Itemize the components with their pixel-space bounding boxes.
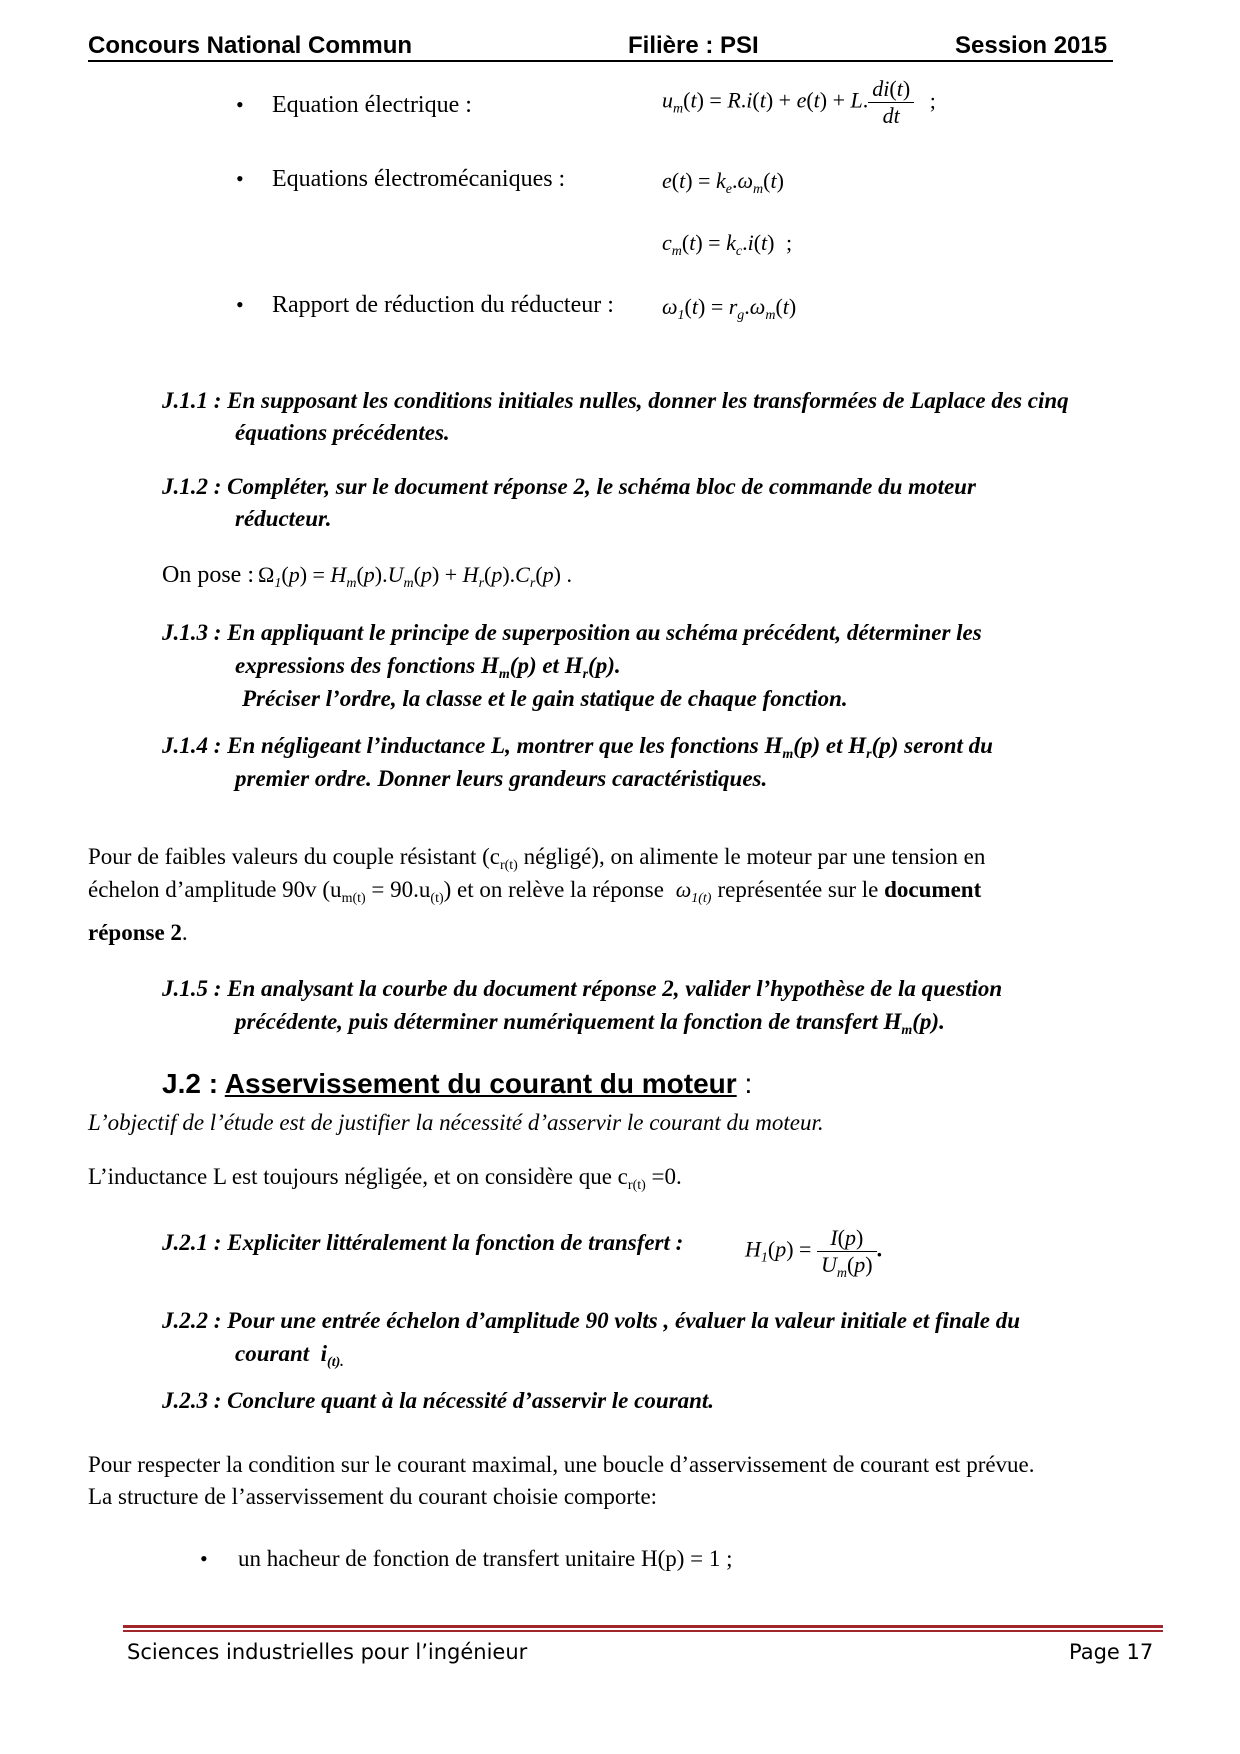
inductance-line (88, 1164, 682, 1193)
subscript-mt: m(t) (341, 891, 366, 906)
section-suffix: : (736, 1068, 753, 1099)
subscript-it: (t). (327, 1355, 344, 1370)
question-j12-line2: réducteur. (235, 506, 332, 531)
question-j13-line2 (235, 653, 621, 682)
subscript-rt: r(t) (627, 1178, 646, 1193)
question-j15-line2 (235, 1009, 945, 1038)
footer-rule-bottom (123, 1630, 1163, 1632)
header-session: Session 2015 (955, 32, 1108, 59)
paragraph-step-line3 (88, 920, 188, 946)
question-j22-text: courant (235, 1341, 310, 1366)
para1-text-b: négligé), on alimente le moteur par une tension en (517, 844, 986, 869)
question-j12-line1: J.1.2 : Compléter, sur le document réponse 2, le schéma bloc de commande du moteur (162, 474, 976, 499)
question-j14-text-c: (p) seront du (871, 733, 993, 758)
objective-line: L’objectif de l’étude est de justifier la nécessité d’asservir le courant du moteur. (88, 1110, 824, 1135)
electrical-equation-label: Equation électrique : (272, 92, 472, 118)
subscript-m: m (782, 747, 794, 762)
paragraph-step-line2 (88, 877, 982, 906)
para1-text-c: échelon d’amplitude 90v (u (88, 877, 342, 902)
question-j22-line2: courant $i_{(t).}$ (235, 1341, 344, 1370)
inductance-text-a: L’inductance L est toujours négligée, et on considère que c (88, 1164, 628, 1189)
question-j14-text-a: J.1.4 : En négligeant l’inductance L, montrer que les fonctions H (162, 733, 783, 758)
question-j11-line2: équations précédentes. (235, 420, 450, 445)
question-j11-line1: J.1.1 : En supposant les conditions initiales nulles, donner les transformées de Laplace des cinq (162, 388, 1069, 413)
semicolon: ; (929, 87, 936, 113)
bullet-icon: • (236, 166, 244, 191)
section-prefix: J.2 : (162, 1068, 225, 1099)
subscript-m: m (498, 667, 510, 682)
para1-text-bold: document (884, 877, 982, 902)
header-rule (88, 60, 1113, 62)
question-j21: J.2.1 : Expliciter littéralement la fonction de transfert : (162, 1230, 684, 1255)
section-heading-j2 (162, 1068, 752, 1100)
torque-equation: $c_m(t) = k_c.i(t)$ ; (662, 230, 793, 259)
header-track: Filière : PSI (628, 32, 759, 59)
reduction-ratio-equation: $\omega_1(t) = r_g.\omega_m(t)$ (662, 294, 797, 323)
para1-text-a: Pour de faibles valeurs du couple résistant (c (88, 844, 500, 869)
paragraph-step-line1 (88, 844, 986, 873)
paragraph-current-line1: Pour respecter la condition sur le courant maximal, une boucle d’asservissement de courant est prévue. (88, 1452, 1035, 1477)
question-j14-line2: premier ordre. Donner leurs grandeurs caractéristiques. (235, 766, 768, 791)
on-pose-line (162, 562, 572, 589)
bullet-icon: • (236, 292, 244, 317)
list-item-hacheur: un hacheur de fonction de transfert unitaire H(p) = 1 ; (238, 1546, 733, 1571)
subscript-1t: 1(t) (691, 891, 712, 906)
question-j15-text-a: précédente, puis déterminer numériquement la fonction de transfert H (235, 1009, 902, 1034)
question-j14-text-b: (p) et H (793, 733, 867, 758)
question-j14-line1 (162, 733, 993, 762)
bullet-icon: • (200, 1546, 208, 1571)
omega-response: $\omega_{1(t)}$ (675, 877, 712, 906)
footer-subject: Sciences industrielles pour l’ingénieur (127, 1640, 528, 1664)
question-j22-line1: J.2.2 : Pour une entrée échelon d’amplitude 90 volts , évaluer la valeur initiale et finale du (162, 1308, 1020, 1333)
question-j23: J.2.3 : Conclure quant à la nécessité d’asservir le courant. (162, 1388, 715, 1413)
electrical-equation: $u_m(t) = R.i(t) + e(t) + L$. $\frac{di(t)}{dt}$ ; (662, 76, 936, 128)
para1-text-bold2: réponse 2 (88, 920, 182, 945)
subscript-rt: r(t) (499, 858, 518, 873)
subscript-t: (t) (430, 891, 444, 906)
footer-page-number: Page 17 (1069, 1640, 1154, 1664)
footer-rule-top (123, 1625, 1163, 1628)
question-j13-line3: Préciser l’ordre, la classe et le gain statique de chaque fonction. (242, 686, 848, 711)
para1-text-f: représentée sur le (717, 877, 879, 902)
question-j13-text-c: (p). (588, 653, 621, 678)
transfer-function-h1: $H_1(p)$ = $\frac{I(p)}{U_m(p)}$ . (745, 1225, 883, 1281)
paragraph-current-line2: La structure de l’asservissement du courant choisie comporte: (88, 1484, 658, 1509)
on-pose-label: On pose : (162, 562, 254, 588)
semicolon: ; (785, 230, 793, 255)
electromech-equations-label: Equations électromécaniques : (272, 166, 566, 192)
superposition-equation: $\Omega_1(p) = H_m(p).U_m(p) + H_r(p).C_r(p)$ . (258, 562, 572, 591)
question-j13-text-b: (p) et H (509, 653, 583, 678)
subscript-m: m (901, 1023, 913, 1038)
subscript-r: r (866, 747, 872, 762)
back-emf-equation: $e(t) = k_e.\omega_m(t)$ (662, 168, 784, 197)
question-j15-text-b: (p). (912, 1009, 945, 1034)
section-title: Asservissement du courant du moteur (224, 1068, 737, 1099)
para1-text-d: = 90.u (365, 877, 431, 902)
question-j15-line1: J.1.5 : En analysant la courbe du document réponse 2, valider l’hypothèse de la question (162, 976, 1003, 1001)
inductance-text-b: =0. (645, 1164, 682, 1189)
question-j13-line1: J.1.3 : En appliquant le principe de superposition au schéma précédent, déterminer les (162, 620, 982, 645)
para1-text-e: ) et on relève la réponse (443, 877, 664, 902)
header-competition: Concours National Commun (88, 32, 413, 59)
subscript-r: r (582, 667, 589, 682)
para1-text-end: . (181, 920, 188, 945)
question-j13-text-a: expressions des fonctions H (235, 653, 499, 678)
bullet-icon: • (236, 92, 244, 117)
reduction-ratio-label: Rapport de réduction du réducteur : (272, 292, 614, 318)
